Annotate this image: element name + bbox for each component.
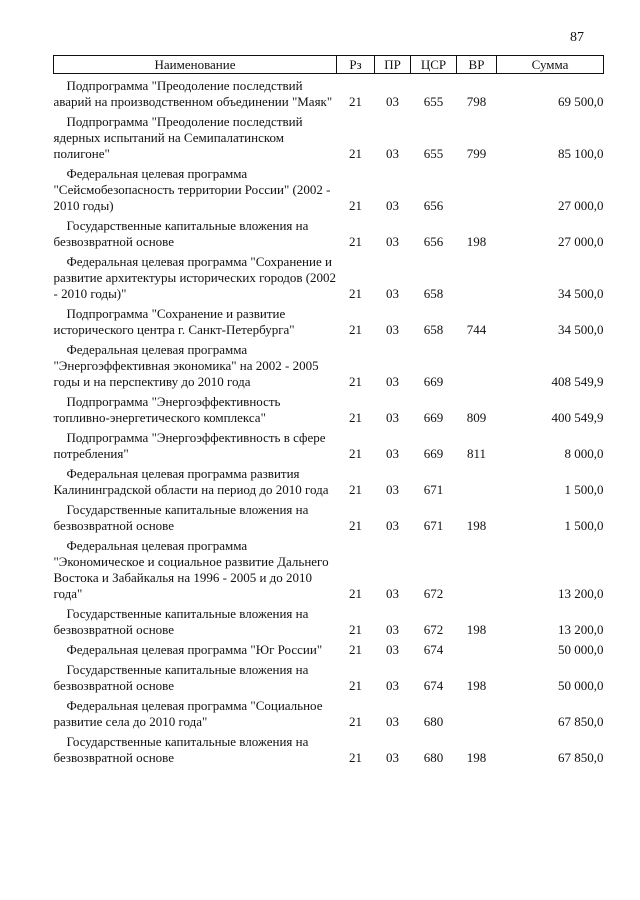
row-csr: 656 [423,234,444,249]
row-csr: 658 [423,322,444,337]
row-vr: 744 [466,322,487,337]
row-rz: 21 [349,678,362,693]
row-sum: 50 000,0 [558,678,604,693]
table-body [54,74,604,767]
row-rz: 21 [349,518,362,533]
table-row [54,110,604,162]
row-pr: 03 [386,678,399,693]
row-pr: 03 [386,146,399,161]
row-sum: 13 200,0 [558,622,604,637]
row-csr: 680 [423,714,444,729]
row-csr: 674 [423,642,444,657]
row-vr: 198 [466,750,487,765]
row-sum: 85 100,0 [558,146,604,161]
row-sum: 408 549,9 [551,374,604,389]
header-vr: ВР [457,56,497,74]
row-sum: 400 549,9 [551,410,604,425]
table-row [54,74,604,111]
row-vr: 809 [466,410,487,425]
row-pr: 03 [386,322,399,337]
row-vr [457,694,497,730]
row-vr: 198 [466,234,487,249]
row-vr: 798 [466,94,487,109]
row-csr: 680 [423,750,444,765]
row-name: Государственные капитальные вложения на безвозвратной основе [53,734,309,765]
row-pr: 03 [386,286,399,301]
header-sum: Сумма [497,56,604,74]
row-sum: 34 500,0 [558,286,604,301]
row-csr: 672 [423,622,444,637]
row-sum: 13 200,0 [558,586,604,601]
row-sum: 27 000,0 [558,234,604,249]
row-pr: 03 [386,446,399,461]
row-rz: 21 [349,482,362,497]
header-name: Наименование [54,56,337,74]
row-name: Государственные капитальные вложения на безвозвратной основе [53,502,309,533]
table-row [54,338,604,390]
row-name: Государственные капитальные вложения на безвозвратной основе [53,218,309,249]
row-vr: 811 [466,446,487,461]
row-pr: 03 [386,714,399,729]
table-row [54,462,604,498]
table-row [54,250,604,302]
row-sum: 1 500,0 [564,482,604,497]
row-rz: 21 [349,198,362,213]
row-pr: 03 [386,622,399,637]
row-sum: 27 000,0 [558,198,604,213]
table-row [54,534,604,602]
row-vr [457,250,497,302]
row-rz: 21 [349,410,362,425]
row-name: Федеральная целевая программа "Юг России" [66,642,323,657]
row-vr [457,638,497,658]
row-vr [457,338,497,390]
row-csr: 656 [423,198,444,213]
row-name: Федеральная целевая программа "Экономическое и социальное развитие Дальнего Востока и Забайкалья на 1996 - 2005 и до 2010 года" [53,538,329,601]
row-sum: 67 850,0 [558,750,604,765]
table-row [54,214,604,250]
header-csr: ЦСР [411,56,457,74]
row-vr: 198 [466,518,487,533]
row-pr: 03 [386,410,399,425]
table-row [54,426,604,462]
table-row [54,498,604,534]
row-name: Подпрограмма "Преодоление последствий аварий на производственном объединении "Маяк" [53,78,333,109]
row-pr: 03 [386,198,399,213]
table-row [54,602,604,638]
row-sum: 34 500,0 [558,322,604,337]
row-rz: 21 [349,750,362,765]
table-header [54,56,604,74]
row-csr: 669 [423,446,444,461]
row-name: Федеральная целевая программа "Сейсмобезопасность территории России" (2002 - 2010 годы) [53,166,331,213]
row-sum: 67 850,0 [558,714,604,729]
header-rz: Рз [337,56,375,74]
row-rz: 21 [349,94,362,109]
row-vr: 198 [466,678,487,693]
table-row [54,162,604,214]
table-row [54,658,604,694]
row-vr [457,462,497,498]
table-row [54,694,604,730]
row-csr: 658 [423,286,444,301]
row-rz: 21 [349,446,362,461]
row-rz: 21 [349,586,362,601]
row-rz: 21 [349,322,362,337]
row-csr: 669 [423,410,444,425]
row-rz: 21 [349,374,362,389]
row-pr: 03 [386,586,399,601]
row-sum: 69 500,0 [558,94,604,109]
row-vr: 198 [466,622,487,637]
row-pr: 03 [386,482,399,497]
row-rz: 21 [349,622,362,637]
row-rz: 21 [349,146,362,161]
header-pr: ПР [375,56,411,74]
table-row [54,390,604,426]
row-name: Федеральная целевая программа развития Калининградской области на период до 2010 года [53,466,329,497]
row-csr: 669 [423,374,444,389]
row-pr: 03 [386,234,399,249]
row-csr: 671 [423,518,444,533]
row-rz: 21 [349,234,362,249]
row-pr: 03 [386,750,399,765]
row-pr: 03 [386,518,399,533]
row-sum: 1 500,0 [564,518,604,533]
table-row [54,730,604,766]
row-name: Подпрограмма "Энергоэффективность топливно-энергетического комплекса" [53,394,281,425]
row-pr: 03 [386,642,399,657]
row-csr: 672 [423,586,444,601]
row-csr: 655 [423,94,444,109]
row-name: Государственные капитальные вложения на безвозвратной основе [53,662,309,693]
row-name: Подпрограмма "Сохранение и развитие исторического центра г. Санкт-Петербурга" [53,306,295,337]
row-name: Федеральная целевая программа "Энергоэффективная экономика" на 2002 - 2005 годы и на перспективу до 2010 года [53,342,319,389]
row-vr [457,534,497,602]
row-vr: 799 [466,146,487,161]
row-rz: 21 [349,286,362,301]
row-sum: 50 000,0 [558,642,604,657]
page-number: 87 [570,30,584,45]
row-vr [457,162,497,214]
row-csr: 671 [423,482,444,497]
row-csr: 674 [423,678,444,693]
row-name: Федеральная целевая программа "Социальное развитие села до 2010 года" [53,698,323,729]
row-pr: 03 [386,94,399,109]
row-pr: 03 [386,374,399,389]
row-name: Подпрограмма "Преодоление последствий ядерных испытаний на Семипалатинском полигоне" [53,114,303,161]
row-rz: 21 [349,642,362,657]
row-csr: 655 [423,146,444,161]
row-rz: 21 [349,714,362,729]
row-sum: 8 000,0 [564,446,604,461]
table-row [54,638,604,658]
budget-table [53,55,604,766]
header-row [54,56,604,74]
row-name: Федеральная целевая программа "Сохранение и развитие архитектуры исторических городов (2002 - 2010 годы)" [53,254,337,301]
table-row [54,302,604,338]
row-name: Подпрограмма "Энергоэффективность в сфере потребления" [53,430,326,461]
row-name: Государственные капитальные вложения на безвозвратной основе [53,606,309,637]
